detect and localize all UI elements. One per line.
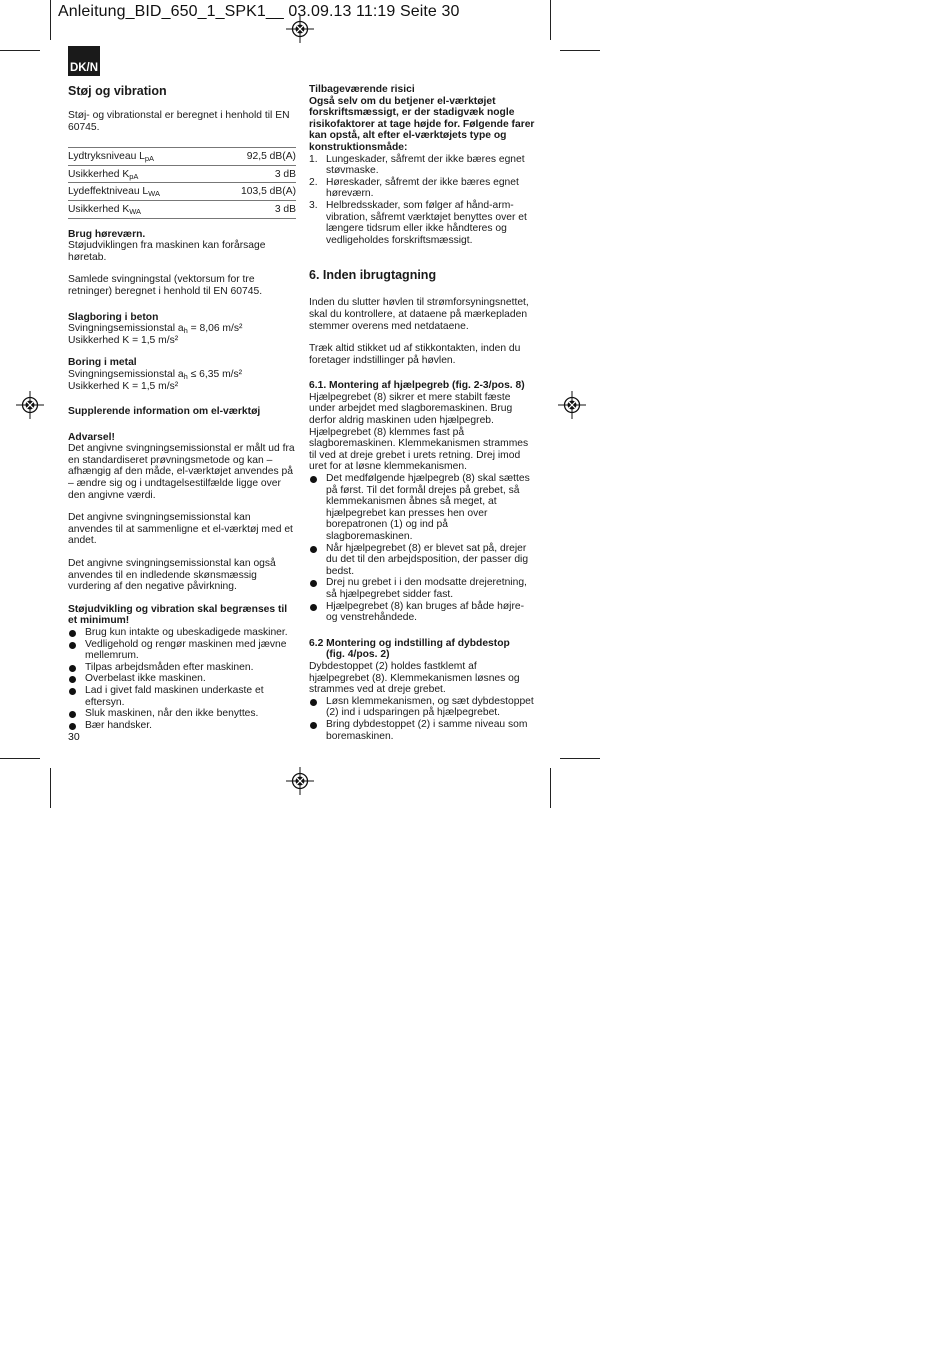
spec-subscript: pA (129, 171, 139, 181)
crop-mark (560, 50, 600, 51)
list-item: Løsn klemmekanismen, og sæt dybdestoppet (2) ind i udsparingen på hjælpegrebet. (309, 696, 537, 719)
impact-drilling-emission (68, 323, 296, 335)
impact-drilling-block (68, 312, 296, 347)
limit-heading: Støjudvikling og vibration skal begrænses til et minimum! (68, 603, 288, 627)
vibration-intro: Samlede svingningstal (vektorsum for tre retninger) beregnet i henhold til EN 60745. (68, 274, 263, 297)
left-column (68, 84, 296, 742)
section-title: Støj og vibration (68, 84, 167, 98)
emission-value: = 8,06 m/s² (187, 323, 243, 335)
item-text: Lungeskader, såfremt der ikke bæres egnet støvmaske. (326, 153, 525, 177)
item-number: 1. (309, 153, 318, 165)
residual-risks-block (309, 84, 537, 154)
residual-risks-text: Også selv om du betjener el-værktøjet forskriftsmæssigt, er der stadigvæk nogle risikofaktorer at tage højde for. Følgende farer kan opstå, alt efter el-værktøjets type og konstruktionsmåde: (309, 95, 535, 153)
crop-mark (0, 758, 40, 759)
spec-subscript: pA (144, 154, 155, 164)
table-row (68, 165, 296, 183)
list-item: Lad i givet fald maskinen underkaste et eftersyn. (68, 685, 296, 708)
impact-drilling-uncertainty: Usikkerhed K = 1,5 m/s² (68, 334, 179, 346)
depth-stop-block (309, 638, 537, 696)
depth-stop-text: Dybdestoppet (2) holdes fastklemt af hjælpegrebet (8). Klemmekanismen løsnes og strammes ved at dreje grebet. (309, 660, 520, 696)
spec-subscript: WA (129, 206, 142, 216)
spec-value: 3 dB (211, 200, 296, 218)
spec-label: Usikkerhed K (68, 168, 130, 180)
spec-table (68, 147, 296, 218)
registration-mark-icon (16, 391, 44, 419)
spec-label: Usikkerhed K (68, 203, 130, 215)
crop-mark (550, 768, 551, 808)
compare-paragraph: Det angivne svingningsemissionstal kan anvendes til at sammenligne et el-værktøj med et andet. (68, 512, 293, 547)
item-number: 2. (309, 176, 318, 188)
list-item: Når hjælpegrebet (8) er blevet sat på, drejer du det til den arbejdsposition, der passer dig bedst. (309, 543, 537, 578)
language-badge: DK/N (68, 46, 100, 76)
list-item: Drej nu grebet i i den modsatte drejeretning, så hjælpegrebet sidder fast. (309, 577, 537, 600)
intro-paragraph: Støj- og vibrationstal er beregnet i henhold til EN 60745. (68, 110, 290, 133)
ear-protection-note (68, 229, 296, 264)
list-item: Bring dybdestoppet (2) i samme niveau som boremaskinen. (309, 719, 537, 742)
emission-value: ≤ 6,35 m/s² (187, 368, 243, 380)
list-item: Det medfølgende hjælpegreb (8) skal sættes på først. Til det formål drejes på grebet, så klemmekanismen åbnes så meget, at hjælpegrebet kan presses hen over borepatronen (1) og ind på slagboremaskinen. (309, 473, 537, 543)
list-item: Overbelast ikke maskinen. (68, 673, 296, 685)
list-item (309, 154, 537, 177)
spec-value: 3 dB (211, 165, 296, 183)
crop-mark (0, 50, 40, 51)
page-number: 30 (68, 731, 80, 743)
item-number: 3. (309, 199, 318, 211)
metal-drilling-emission (68, 369, 296, 381)
right-column (309, 84, 537, 753)
risk-list (309, 154, 537, 247)
supplementary-heading: Supplerende information om el-værktøj (68, 406, 261, 418)
unplug-paragraph: Træk altid stikket ud af stikkontakten, inden du foretager indstillinger på høvlen. (309, 343, 521, 366)
mains-check-paragraph: Inden du slutter høvlen til strømforsyningsnettet, skal du kontrollere, at dataene på mærkepladen stemmer overens med netdataene. (309, 297, 529, 332)
list-item: Sluk maskinen, når den ikke benyttes. (68, 708, 296, 720)
ear-protection-text: Støjudviklingen fra maskinen kan forårsage høretab. (68, 240, 266, 263)
warning-text: Det angivne svingningsemissionstal er målt ud fra en standardiseret prøvningsmetode og kan – afhængig af den måde, el-værktøjet anvendes på – ændre sig og i undtagelsestilfælde ligge over den angivne værdi. (68, 443, 295, 501)
print-slug: Anleitung_BID_650_1_SPK1__ 03.09.13 11:19 Seite 30 (58, 3, 460, 20)
subsection-heading-figure: (fig. 4/pos. 2) (326, 649, 390, 661)
emission-subscript: h (183, 326, 188, 336)
ear-protection-heading: Brug høreværn. (68, 228, 146, 240)
emission-label: Svingningsemissionstal a (68, 368, 184, 380)
crop-mark (50, 0, 51, 40)
warning-block (68, 432, 296, 502)
list-item (309, 177, 537, 200)
list-item: Vedligehold og rengør maskinen med jævne mellemrum. (68, 639, 296, 662)
subsection-heading: 6.1. Montering af hjælpegreb (fig. 2-3/pos. 8) (309, 380, 525, 392)
spec-value: 103,5 dB(A) (211, 183, 296, 201)
metal-drilling-uncertainty: Usikkerhed K = 1,5 m/s² (68, 380, 179, 392)
registration-mark-icon (286, 767, 314, 795)
spec-label: Lydeffektniveau L (68, 186, 149, 198)
assessment-paragraph: Det angivne svingningsemissionstal kan også anvendes til en indledende skønsmæssig vurdering af den negative påvirkning. (68, 558, 276, 593)
section-title: 6. Inden ibrugtagning (309, 268, 437, 283)
handle-mounting-text: Hjælpegrebet (8) sikrer et mere stabilt fæste under arbejdet med slagboremaskinen. Brug derfor aldrig maskinen uden hjælpegreb. Hjælpegrebet (8) klemmes fast på slagboremaskinen. Klemmekanismen strammes til ved at dreje grebet i urets retning. Drej imod uret for at løsne klemmekanismen. (309, 391, 529, 473)
crop-mark (550, 0, 551, 40)
metal-drilling-heading: Boring i metal (68, 357, 137, 369)
handle-mounting-list (309, 473, 537, 624)
crop-mark (560, 758, 600, 759)
emission-label: Svingningsemissionstal a (68, 323, 184, 335)
table-row (68, 148, 296, 166)
handle-mounting-block (309, 380, 537, 473)
list-item: Bær handsker. (68, 720, 296, 732)
depth-stop-list (309, 696, 537, 742)
impact-drilling-heading: Slagboring i beton (68, 311, 159, 323)
limit-list (68, 627, 296, 731)
registration-mark-icon (286, 15, 314, 43)
item-text: Høreskader, såfremt der ikke bæres egnet høreværn. (326, 176, 519, 200)
spec-subscript: WA (148, 189, 160, 199)
subsection-heading: 6.2 Montering og indstilling af dybdestop (309, 637, 510, 649)
spec-value: 92,5 dB(A) (211, 148, 296, 166)
metal-drilling-block (68, 357, 296, 392)
registration-mark-icon (558, 391, 586, 419)
emission-subscript: h (183, 371, 188, 381)
item-text: Helbredsskader, som følger af hånd-arm-vibration, såfremt værktøjet benyttes over et længere tidsrum eller ikke håndteres og vedligeholdes forskriftsmæssigt. (326, 199, 527, 246)
list-item: Hjælpegrebet (8) kan bruges af både højre- og venstrehåndede. (309, 601, 537, 624)
crop-mark (50, 768, 51, 808)
list-item (309, 200, 537, 246)
list-item: Tilpas arbejdsmåden efter maskinen. (68, 662, 296, 674)
list-item: Brug kun intakte og ubeskadigede maskiner. (68, 627, 296, 639)
residual-risks-heading: Tilbageværende risici (309, 84, 415, 95)
warning-heading: Advarsel! (68, 431, 115, 443)
spec-label: Lydtryksniveau L (68, 151, 145, 163)
table-row (68, 183, 296, 201)
table-row (68, 200, 296, 218)
